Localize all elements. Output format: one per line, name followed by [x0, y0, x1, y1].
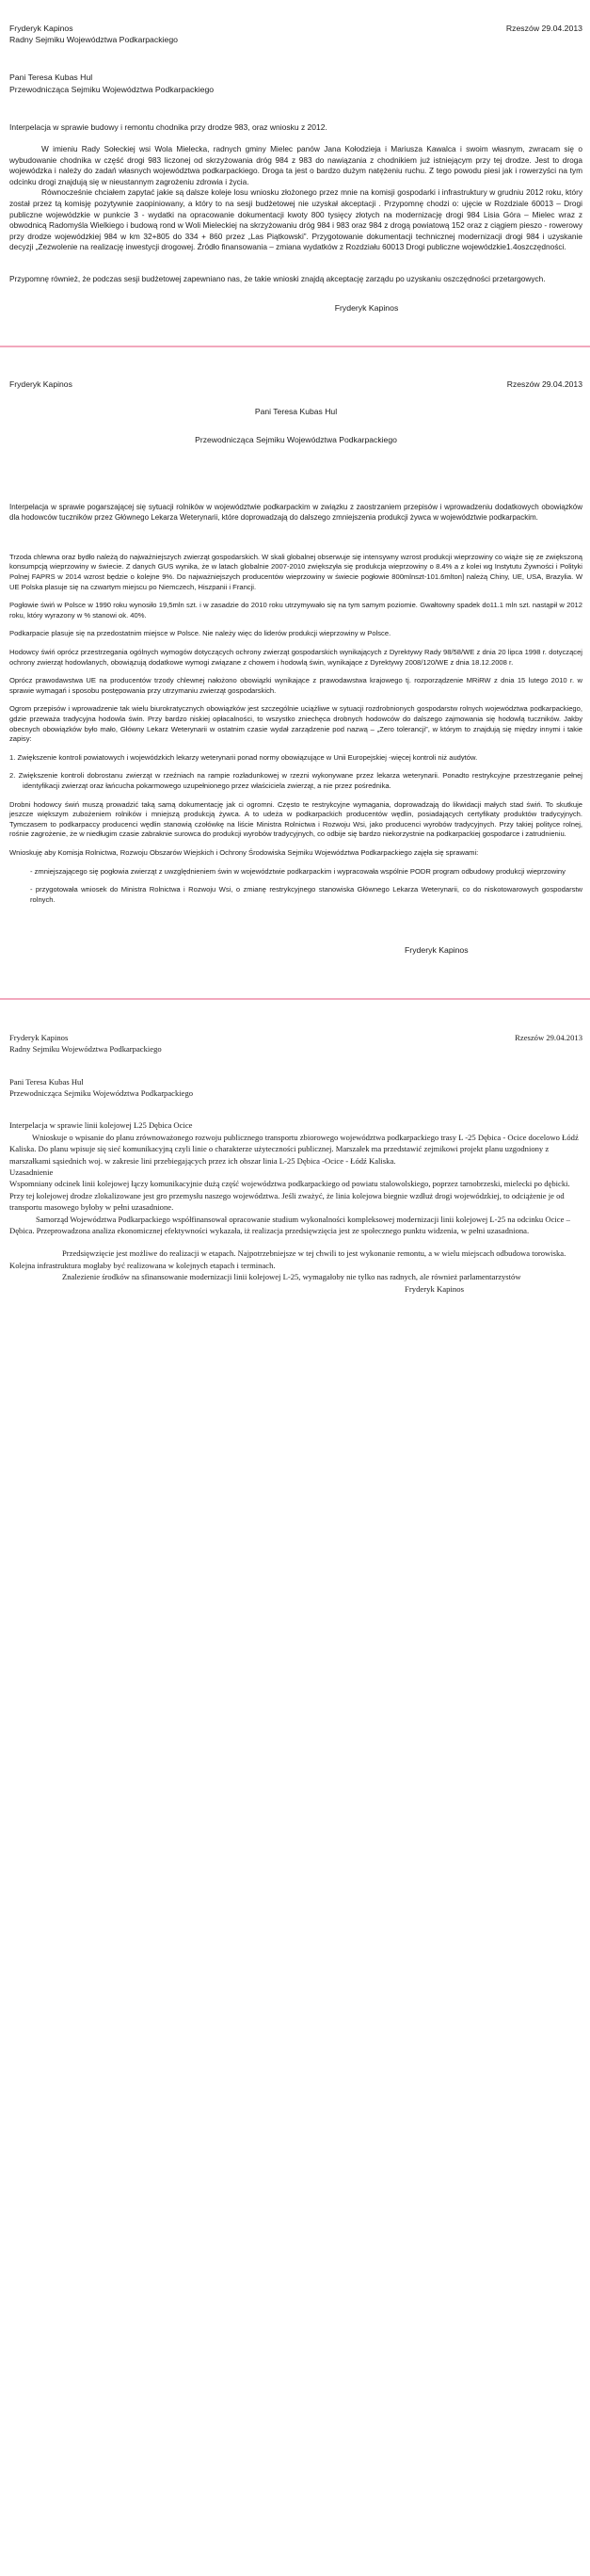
letter-three-body-3: Samorząd Województwa Podkarpackiego współfinansował opracowanie studium wykonalności kompleksowej modernizacji linii kolejowej L-25 na odcinku Ocice – Dębica. Przeprowadzona analiza ekonomicznej efektywności wykazała, iż realizacja przedsięwzięcia jest ze społecznego punktu widzenia, w pełni uzasadniona.	[9, 1214, 570, 1236]
letter-two-numbered-list	[9, 753, 582, 792]
letter-one-place-date: Rzeszów 29.04.2013	[505, 24, 582, 33]
letter-one-paragraph-1: W imieniu Rady Sołeckiej wsi Wola Mielecka, radnych gminy Mielec panów Jana Kołodzieja i Mariusza Kawalca i swoim własnym, zwracam się o wybudowanie chodnika w część drogi 983 liczonej od skrzyżowania dróg 984 z 983 do nawiązania z chodnikiem już istniejącym przy tej drodze. Jest to droga wojewódzka i należy do zadań własnych województwa podkarpackiego. Droga ta jest o bardzo dużym natężeniu ruchu. Z tego powodu piesi jak i rowerzyści na tym odcinku drogi znajdują się w nieustannym zagrożeniu zdrowia i życia.	[9, 144, 582, 186]
letter-one-signature: Fryderyk Kapinos	[334, 302, 399, 313]
letter-two-author-name: Fryderyk Kapinos	[9, 378, 72, 389]
letter-three-body-1: Wnioskuje o wpisanie do planu zrównoważonego rozwoju publicznego transportu zbiorowego województwa podkarpackiego trasy L -25 Dębica - Ocice docelowo Łódź Kaliska. Do planu wpisuje się sieć komunikacyjną czyli linie o charakterze użyteczności publicznej. Marszałek ma przedstawić zejmikowi projekt planu uzgodniony z marszałkami sąsiednich woj. w zakresie lini przebiegających przez ich obszar linia L-25 Dębica -Ocice - Łódź Kaliska.	[9, 1132, 579, 1166]
list-item: 2. Zwiększenie kontroli dobrostanu zwierząt w rzeźniach na rampie rozładunkowej w rzezni wykonywane przez lekarza weterynarii. Ponadto restrykcyjne przestrzeganie pełnej identyfikacji zwierząt oraz łańcucha pokarmowego uzupełnionego przez właściciela zwierząt, a nie przez pośrednika.	[9, 771, 582, 790]
letter-one-subject: Interpelacja w sprawie budowy i remontu chodnika przy drodze 983, oraz wniosku z 2012.	[9, 121, 327, 132]
letter-three-recipient-block	[9, 1076, 582, 1100]
letter-three-uzasadnienie-heading: Uzasadnienie	[9, 1167, 54, 1178]
letter-two-paragraph-2: Pogłowie świń w Polsce w 1990 roku wynosiło 19,5mln szt. i w zasadzie do 2010 roku utrzymywało się na tym samym poziomie. Gwałtowny spadek do11.1 mln szt. nastąpił w 2012 roku, który wyrazony w % stanowi ok. 40%.	[9, 601, 582, 620]
recipient-name: Pani Teresa Kubas Hul	[9, 72, 93, 83]
letter-two	[0, 379, 590, 957]
letter-two-paragraph-6: Ogrom przepisów i wprowadzenie tak wielu biurokratycznych obowiązków jest szczególnie uciążliwe w sytuacji rozdrobnionych gospodarstw rolnych województwa podkarpackiego, gdzie przeważa tradycyjna hodowla świn. Przy bardzo niskiej opłacalności, to wszystko zniechęca drobnych hodowców do dalszego zajmowania się hodowlą tuczników. Jakby obecnych obowiązków było mało, Główny Lekarz Weterynarii w ostatnim czasie wydał zarządzenie pod nazwą – „Zero tolerancji”, w którym to znajdują się między innymi i takie zapisy:	[9, 704, 582, 744]
letter-one-header	[9, 23, 582, 45]
letter-two-subject: Interpelacja w sprawie pogarszającej się sytuacji rolników w województwie podkarpackim w związku z zaostrzaniem przepisów i wprowadzeniu dodatkowych obowiązków dla hodowców tuczników przez Głównego Lekarza Weterynarii, które doprowadzają do dalszego zmniejszenia produkcji żywca w województwie podkarpackim.	[9, 503, 582, 523]
letter-three-author-block	[9, 1032, 162, 1055]
letter-one	[0, 0, 590, 314]
recipient-title: Przewodnicząca Sejmiku Województwa Podkarpackiego	[9, 1088, 194, 1099]
letter-two-dash-list	[9, 867, 582, 906]
letter-three-header	[9, 1032, 582, 1055]
letter-two-recipient-title: Przewodnicząca Sejmiku Województwa Podkarpackiego	[195, 434, 397, 444]
letter-one-recipient-block	[9, 72, 582, 94]
letter-two-paragraph-1: Trzoda chlewna oraz bydło należą do najważniejszych zwierząt gospodarskich. W skali globalnej obserwuje się intensywny wzrost produkcji wieprzowiny co wiąże się ze zwiększoną konsumpcją wieprzowiny w świecie. Z danych GUS wynika, że w latach globalnie 2007-2010 zwiększyła się produkcja wieprzowiny o 8.4% a z kolei wg Instytutu Żywności i Polityki Polnej FAPRS w 2014 wzrost będzie o kolejne 9%. Do najważniejszych producentów wieprzowiny w świecie pogłowie 800mlnszt-101.6mlton] należą Chiny, UE, USA, Brazylia. W UE Polska plasuje się na czwartym miejscu po Niemczech, Hiszpanii i Francji.	[9, 552, 582, 591]
letter-three-body-4: Przedsięwzięcie jest możliwe do realizacji w etapach. Najpotrzebniejsze w tej chwili to jest wykonanie remontu, a w wielu miejscach odbudowa torowiska. Kolejna infrastruktura mogłaby być realizowana w kolejnych etapach i terminach.	[9, 1248, 566, 1270]
author-name: Fryderyk Kapinos	[9, 24, 73, 33]
letter-two-paragraph-5: Oprócz prawodawstwa UE na producentów trzody chlewnej nałożono obowiązki wynikające z prawodawstwa krajowego tj. rozporządzenie MRiRW z dnia 15 lutego 2010 r. w sprawie wymagań i sposobu postępowania przy utrzymaniu zwierząt gospodarskich.	[9, 676, 582, 695]
letter-three-place-date: Rzeszów 29.04.2013	[515, 1032, 582, 1042]
letter-one-paragraph-3: Przypomnę również, że podczas sesji budżetowej zapewniano nas, że takie wnioski znajdą akceptację zarządu po uzyskaniu oszczędności przetargowych.	[9, 273, 546, 283]
letter-three-body-2: Wspomniany odcinek linii kolejowej łączy komunikacyjnie dużą część województwa podkarpackiego od powiatu stalowolskiego, poprzez tarnobrzeski, mielecki po dębicki. Przy tej kolejowej drodze zlokalizowane jest gro przemysłu naszego województwa. Jeśli zważyć, że linia kolejowa biegnie wzdłuż drogi wojewódzkiej, to odciążenie je od transportu masowego byłoby w pełni uzasadnione.	[9, 1179, 570, 1213]
recipient-title: Przewodnicząca Sejmiku Województwa Podkarpackiego	[9, 84, 215, 94]
letter-three-subject: Interpelacja w sprawie linii kolejowej L25 Dębica Ocice	[9, 1120, 193, 1131]
list-item: - zmniejszającego się pogłowia zwierząt z uwzględnieniem świn w województwie podkarpackim i wypracowała wspólnie PODR program odbudowy produkcji wieprzowiny	[30, 866, 566, 876]
recipient-name: Pani Teresa Kubas Hul	[9, 1076, 84, 1087]
author-title: Radny Sejmiku Województwa Podkarpackiego	[9, 35, 178, 45]
letter-one-author-block	[9, 23, 178, 45]
author-title: Radny Sejmiku Województwa Podkarpackiego	[9, 1044, 162, 1055]
letter-two-paragraph-3: Podkarpacie plasuje się na przedostatnim miejsce w Polsce. Nie należy więc do liderów produkcji wieprzowiny w Polsce.	[9, 629, 391, 638]
letter-two-paragraph-4: Hodowcy świń oprócz przestrzegania ogólnych wymogów dotyczących ochrony zwierząt gospodarskich wynikających z Dyrektywy Rady 98/58/WE z dnia 20 lipca 1998 r. dotyczącej ochrony zwierząt hodowlanych, obowiązują dodatkowe wymogi związane z chowem i hodowlą świn, wynikające z Dyrektywy 2008/120/WE z dnia 18.12.2008 r.	[9, 648, 582, 667]
letter-two-place-date: Rzeszów 29.04.2013	[506, 378, 582, 389]
letter-one-paragraph-2: Równocześnie chciałem zapytać jakie są dalsze koleje losu wniosku złożonego przez mnie na komisji gospodarki i infrastruktury w grudniu 2012 roku, który został przez tą komisję pozytywnie zaopiniowany, a który to na sesji budżetowej nie uzyskał akceptacji . Przypomnę chodzi o: ujęcie w Rozdziale 60013 – Drogi publiczne wojewódzkie w punkcie 3 - wydatki na opracowanie dokumentacji kwoty 800 tysięcy złotych na modernizację drogi 984 Lisia Góra – Mielec wraz z obwodnicą Radomyśla Wielkiego i budową rond w Woli Mieleckiej na skrzyżowaniu dróg 984 i 983 oraz 984 z drogą powiatową 152 oraz z ciągiem pieszo - rowerowy przy drodze wojewódzkiej 984 w km 32+805 do 334 + 860 przez „Las Piątkowski”. Przygotowanie dokumentacji technicznej modernizacji drogi 984 i uzyskanie decyzji „Zezwolenie na realizację inwestycji drogowej. Źródło finansowania – zmiana wydatków z Rozdziału 60013 Drogi publiczne wojewódzkie1.4oszczędności.	[9, 187, 582, 252]
letter-two-header	[9, 379, 582, 391]
letter-three-body-5: Znalezienie środków na sfinansowanie modernizacji linii kolejowej L-25, wymagałoby nie tylko nas radnych, ale również parlamentarzystów	[62, 1272, 521, 1282]
letter-three	[0, 1032, 590, 1295]
letter-two-paragraph-7: Drobni hodowcy świń muszą prowadzić taką samą dokumentację jak ci ogromni. Często te restrykcyjne wymagania, doprowadzają do likwidacji małych stad świń. To skutkuje jeszcze większym zubożeniem rolników i mniejszą produkcją żywca. A to udeża w podkarpackich producentów wędlin, posiadających certyfikaty produktów tradycyjnych. Tymczasem to podkarpaccy producenci wędlin stanowią czołówkę na liście Ministra Rolnictwa i Rozwoju Wsi, jako producenci wyrobów tradycyjnych. Przy takiej polityce rolnej, rośnie zagrożenie, że w niedługim czasie zabraknie surowca do produkcji wyrobów tradycyjnych, co odbije się bardzo niekorzystnie na podkarpackiej gospodarce i zatrudnieniu.	[9, 799, 582, 839]
letter-two-recipient-name: Pani Teresa Kubas Hul	[254, 407, 338, 417]
author-name: Fryderyk Kapinos	[9, 1032, 69, 1042]
letter-two-paragraph-8: Wnioskuję aby Komisja Rolnictwa, Rozwoju Obszarów Wiejskich i Ochrony Środowiska Sejmiku Województwa Podkarpackiego zajęła się sprawami:	[9, 847, 479, 857]
list-item: - przygotowała wniosek do Ministra Rolnictwa i Rozwoju Wsi, o zmianę restrykcyjnego stanowiska Głównego Lekarza Weterynarii, co do niskotowarowych gospodarstw rolnych.	[30, 885, 582, 904]
letter-two-signature: Fryderyk Kapinos	[405, 945, 469, 956]
letter-three-signature: Fryderyk Kapinos	[405, 1283, 464, 1294]
list-item: 1. Zwiększenie kontroli powiatowych i wojewódzkich lekarzy weterynarii ponad normy obowiązujące w Unii Europejskiej -więcej kontroli niż audytów.	[9, 752, 478, 762]
